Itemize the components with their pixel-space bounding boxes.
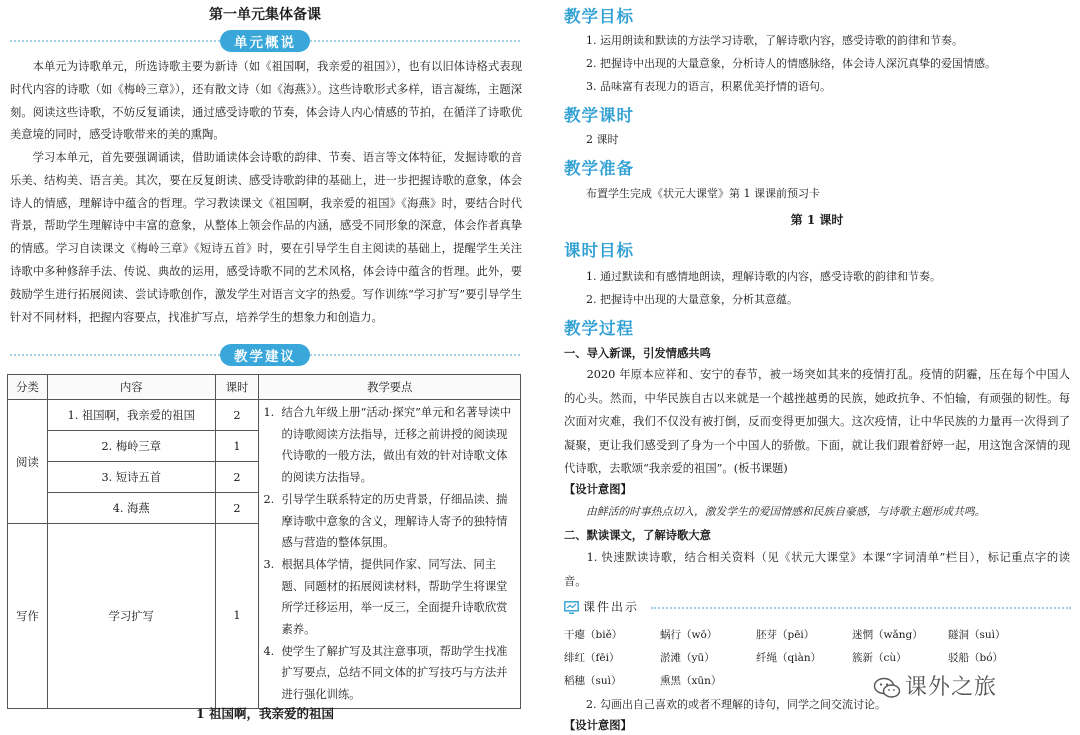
- hours-cell: 1: [215, 524, 259, 709]
- heading-prep: 教学准备: [564, 159, 634, 178]
- heading-process: 教学过程: [564, 319, 634, 338]
- dotted-divider: [651, 607, 1071, 609]
- table-header: 分类: [8, 375, 48, 400]
- category-cell: 阅读: [8, 400, 48, 524]
- word-item: 干瘪（biě）: [564, 629, 623, 641]
- heading-lesson-goals: 课时目标: [564, 241, 634, 260]
- word-item: 蜗行（wō）: [660, 629, 718, 641]
- word-item: 迷惘（wǎng）: [852, 629, 923, 641]
- heading-goals: 教学目标: [564, 7, 634, 26]
- content-cell: 3. 短诗五首: [47, 462, 215, 493]
- goal-item: 2. 把握诗中出现的大量意象，分析诗人的情感脉络，体会诗人深沉真挚的爱国情感。: [586, 57, 996, 70]
- lesson-heading: 第 1 课时: [790, 213, 844, 227]
- design-label: 【设计意图】: [564, 482, 632, 496]
- goal-item: 1. 运用朗读和默读的方法学习诗歌，了解诗歌内容，感受诗歌的韵律和节奏。: [586, 34, 963, 47]
- step-item: 2. 勾画出自己喜欢的或者不理解的诗句，同学之间交流讨论。: [586, 698, 886, 711]
- table-header: 内容: [47, 375, 215, 400]
- intro-paragraph: 2020 年原本应祥和、安宁的春节，被一场突如其来的疫情打乱。疫情的阴霾，压在每个中国人的心头。然而，中华民族自古以来就是一个越挫越勇的民族，她政抗争、不怕输，有顽强的韧性。每次面对灾难，我们不仅没有被打倒，反而变得更加强大。这次疫情，让中华民族的力量再一次得到了凝聚，更让我们感受到了身为一个中国人的骄傲。下面，就让我们跟着舒婷一起，用这饱含深情的现代诗歌，去歌颂“我亲爱的祖国”。(板书课题): [564, 368, 1070, 475]
- list-item: 4. 使学生了解扩写及其注意事项，帮助学生找准扩写要点，总结不同文体的扩写技巧与方法并进行强化训练。: [263, 644, 508, 702]
- step-paragraph: 1. 快速默读诗歌，结合相关资料（见《状元大课堂》本课“字词清单”栏目），标记重点字的读音。: [564, 551, 1070, 588]
- table-row: [8, 400, 521, 431]
- content-cell: 学习扩写: [47, 524, 215, 709]
- word-item: 簇新（cù）: [852, 652, 907, 664]
- wechat-icon: [873, 677, 901, 699]
- table-header: 教学要点: [259, 375, 521, 400]
- content-cell: 4. 海燕: [47, 493, 215, 524]
- hours-value: 2 课时: [586, 133, 619, 146]
- word-item: 淤滩（yū）: [660, 652, 715, 664]
- content-cell: 2. 梅岭三章: [47, 431, 215, 462]
- right-page: [548, 0, 1080, 735]
- section-title: 二、默读课文，了解诗歌大意: [564, 528, 711, 542]
- list-item: 2. 引导学生联系特定的历史背景，仔细品读、揣摩诗歌中意象的含义，理解诗人寄予的独特情感与营造的整体氛围。: [263, 492, 508, 550]
- word-item: 隧洞（suì）: [948, 629, 1006, 641]
- hours-cell: 2: [215, 493, 259, 524]
- left-page: [0, 0, 530, 735]
- goal-item: 3. 品味富有表现力的语言，积累优美抒情的语句。: [586, 80, 831, 93]
- band-suggest: [10, 344, 520, 364]
- heading-hours: 教学课时: [564, 106, 634, 125]
- list-item: 3. 根据具体学情，提供同作家、同写法、同主题、同题材的拓展阅读材料，帮助学生将课堂所学迁移运用，举一反三，全面提升诗歌欣赏素养。: [263, 557, 508, 637]
- word-item: 熏黑（xūn）: [660, 675, 722, 687]
- design-note: 由鲜活的时事热点切入，激发学生的爱国情感和民族自豪感，与诗歌主题形成共鸣。: [586, 505, 986, 518]
- word-item: 驳船（bó）: [948, 652, 1004, 664]
- design-label: 【设计意图】: [564, 718, 632, 732]
- table-header: 课时: [215, 375, 259, 400]
- key-points-cell: [259, 400, 521, 709]
- watermark: [873, 670, 997, 701]
- band-overview: [10, 30, 520, 50]
- lesson-goal-item: 1. 通过默读和有感情地朗读，理解诗歌的内容，感受诗歌的韵律和节奏。: [586, 270, 941, 283]
- category-cell: 写作: [8, 524, 48, 709]
- word-item: 绯红（fēi）: [564, 652, 620, 664]
- section-title: 一、导入新课，引发情感共鸣: [564, 346, 711, 360]
- overview-paragraph-2: 学习本单元，首先要强调诵读，借助诵读体会诗歌的韵律、节奏、语言等文体特征，发掘诗歌的音乐美、结构美、语言美。其次，要在反复朗读、感受诗歌韵律的基础上，进一步把握诗歌的意象，体会诗人的情感，理解诗中蕴含的哲理。学习教读课文《祖国啊，我亲爱的祖国》《海燕》时，要结合时代背景，帮助学生理解诗中丰富的意象，从整体上领会作品的内涵，感受不同形象的深意，体会作者真挚的情感。学习自读课文《梅岭三章》《短诗五首》时，要在引导学生自主阅读的基础上，提醒学生关注诗歌中多种修辞手法、传说、典故的运用，感受诗歌不同的艺术风格，体会诗中蕴含的哲理。此外，要鼓励学生进行拓展阅读、尝试诗歌创作，激发学生对语言文字的热爱。写作训练“学习扩写”要引导学生针对不同材料，把握内容要点，找准扩写点，培养学生的想象力和创造力。: [10, 151, 522, 324]
- word-item: 稻穗（suì）: [564, 675, 622, 687]
- content-cell: 1. 祖国啊，我亲爱的祖国: [47, 400, 215, 431]
- unit-title: 第一单元集体备课: [209, 7, 321, 23]
- suggest-badge: 教学建议: [220, 344, 310, 366]
- hours-cell: 2: [215, 462, 259, 493]
- lesson-caption: 1 祖国啊，我亲爱的祖国: [195, 706, 335, 721]
- hours-cell: 2: [215, 400, 259, 431]
- slides-icon: [564, 601, 579, 614]
- table-header-row: [8, 375, 521, 400]
- hours-cell: 1: [215, 431, 259, 462]
- overview-paragraph-1: 本单元为诗歌单元，所选诗歌主要为新诗（如《祖国啊，我亲爱的祖国》），也有以旧体诗格式表现时代内容的诗歌（如《梅岭三章》），还有散文诗（如《海燕》）。这些诗歌形式多样，语言凝练，主题深刻。阅读这些诗歌，不妨反复诵读，通过感受诗歌的节奏，体会诗人内心情感的节拍，在循洋了诗歌优美意境的同时，感受诗歌带来的美的熏陶。: [10, 60, 522, 142]
- lesson-goal-item: 2. 把握诗中出现的大量意象，分析其意蕴。: [586, 293, 798, 306]
- prep-text: 布置学生完成《状元大课堂》第 1 课课前预习卡: [586, 187, 820, 200]
- overview-badge: 单元概说: [220, 30, 310, 52]
- courseware-title: 课件出示: [583, 600, 640, 614]
- word-item: 胚芽（pēi）: [756, 629, 815, 641]
- watermark-text: 课外之旅: [905, 675, 998, 700]
- plan-table: [7, 374, 521, 709]
- courseware-heading: [564, 598, 1071, 615]
- word-item: 纤绳（qiàn）: [756, 652, 822, 664]
- list-item: 1. 结合九年级上册“活动·探究”单元和名著导读中的诗歌阅读方法指导，迁移之前讲授的阅读现代诗歌的一般方法，做出有效的针对诗歌文体的阅读方法指导。: [263, 406, 512, 485]
